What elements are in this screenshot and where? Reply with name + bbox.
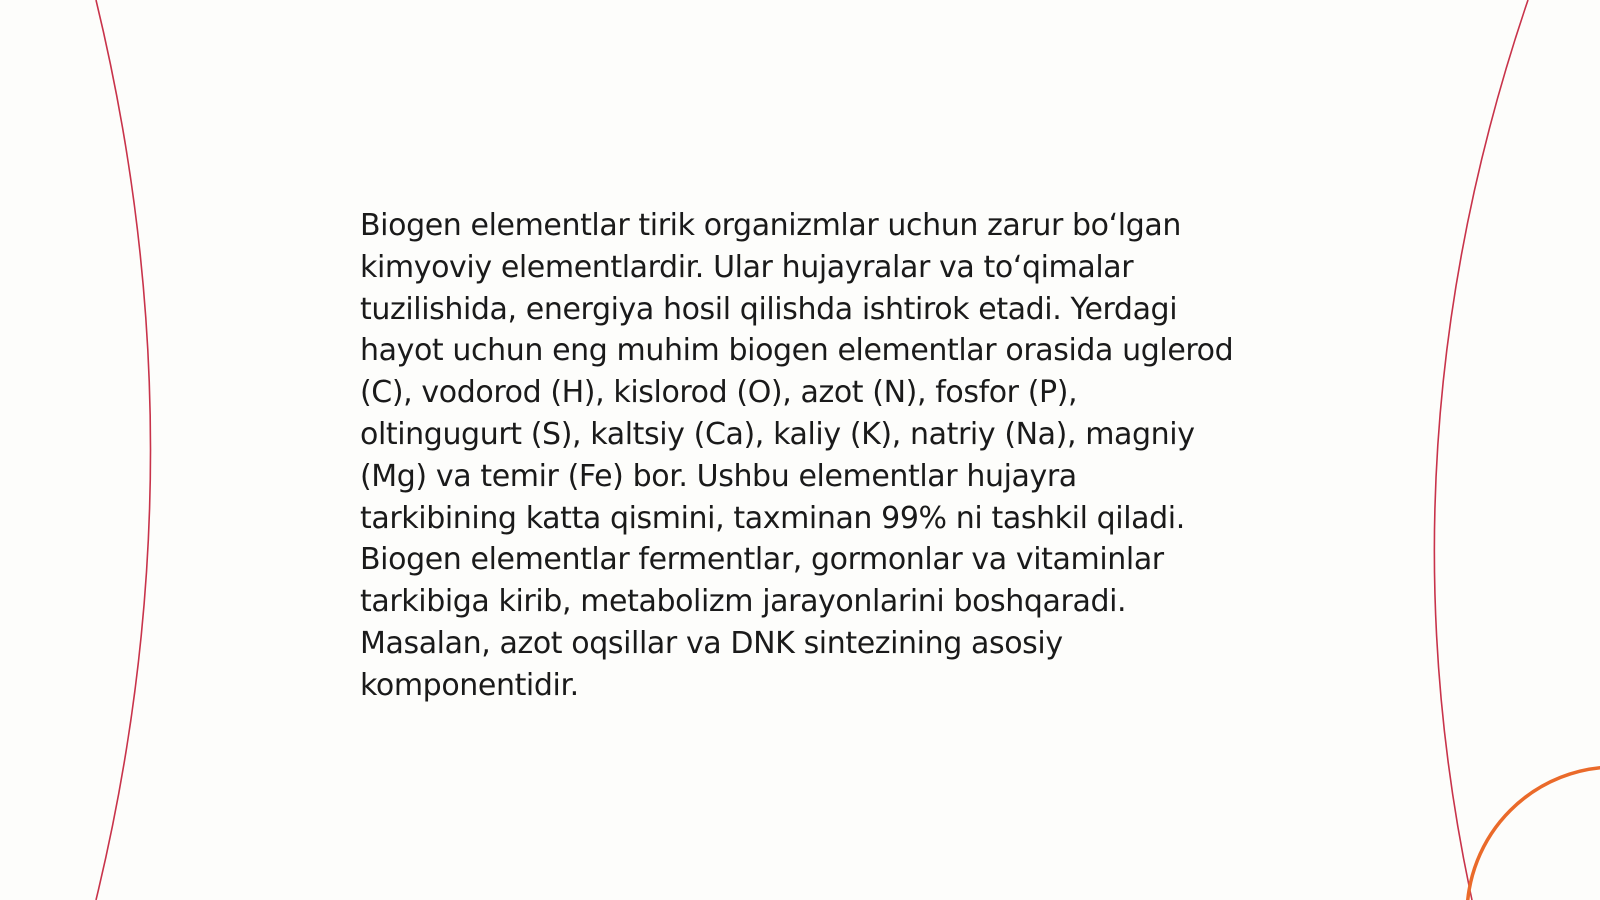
right-curve-line [1434, 0, 1528, 900]
left-curve-line [96, 0, 151, 900]
accent-circle-arc [1467, 767, 1600, 900]
slide-body-text: Biogen elementlar tirik organizmlar uchun zarur bo‘lgan kimyoviy elementlardir. Ular hujayralar va to‘qimalar tuzilishida, energiya hosil qilishda ishtirok etadi. Yerdagi hayot uchun eng muhim biogen elementlar orasida uglerod (C), vodorod (H), kislorod (O), azot (N), fosfor (P), oltingugurt (S), kaltsiy (Ca), kaliy (K), natriy (Na), magniy (Mg) va temir (Fe) bor. Ushbu elementlar hujayra tarkibining katta qismini, taxminan 99% ni tashkil qiladi. Biogen elementlar fermentlar, gormonlar va vitaminlar tarkibiga kirib, metabolizm jarayonlarini boshqaradi. Masalan, azot oqsillar va DNK sintezining asosiy komponentidir. [360, 208, 1234, 703]
